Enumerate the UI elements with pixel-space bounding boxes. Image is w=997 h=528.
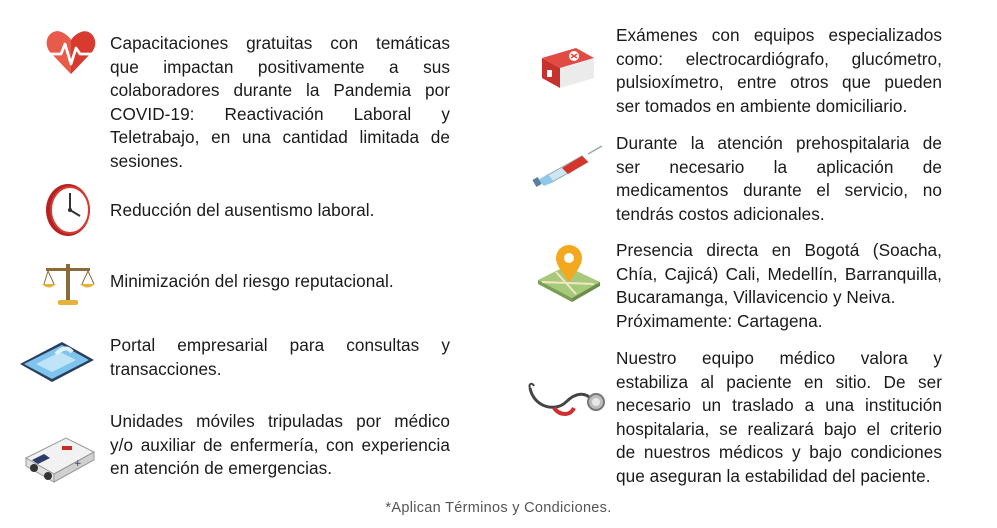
text-line: hospitalaria, se realizará bajo el criterio (616, 418, 942, 439)
text-line: ser tomados en ambiente domiciliario. (616, 95, 908, 116)
text-line: Minimización del riesgo reputacional. (110, 271, 394, 291)
text-line: estabiliza al paciente en sitio. De ser (616, 371, 942, 392)
benefit-text-portal (110, 334, 450, 381)
ambulance-icon (22, 430, 98, 486)
text-line: Bucaramanga, Villavicencio y Neiva. (616, 287, 896, 308)
text-line: Unidades móviles tripuladas por médico (110, 411, 450, 431)
map-pin-icon (536, 244, 602, 302)
heart-pulse-icon (44, 26, 98, 80)
syringe-icon (532, 142, 604, 188)
benefit-text-ambulance (110, 410, 450, 481)
text-line: transacciones. (110, 358, 222, 379)
benefit-text-absenteeism (110, 199, 450, 223)
text-line: Teletrabajo, en una cantidad limitada de (110, 127, 450, 148)
text-line: Portal empresarial para consultas y (110, 335, 450, 355)
text-line: Chía, Cajicá) Cali, Medellín, Barranquilla, (616, 263, 942, 284)
text-line: Próximamente: Cartagena. (616, 310, 823, 331)
text-line: Presencia directa en Bogotá (Soacha, (616, 240, 942, 260)
text-line: sesiones. (110, 150, 184, 171)
text-line: Nuestro equipo médico valora y (616, 348, 942, 368)
text-line: y/o auxiliar de enfermería, con experiencia (110, 434, 450, 455)
text-line: Capacitaciones gratuitas con temáticas (110, 33, 450, 53)
first-aid-kit-icon (536, 44, 600, 92)
svg-text:+: + (74, 459, 82, 469)
scale-icon (40, 258, 96, 308)
text-line: de nuestros médicos y bajo condiciones (616, 442, 942, 463)
benefit-text-presence (616, 239, 942, 333)
text-line: tendrás costos adicionales. (616, 203, 825, 224)
text-line: como: electrocardiógrafo, glucómetro, (616, 48, 942, 69)
text-line: que impactan positivamente a sus (110, 56, 450, 77)
text-line: necesario un traslado a una institución (616, 395, 942, 416)
stethoscope-icon (526, 378, 606, 420)
text-line: ser necesario la aplicación de (616, 156, 942, 177)
text-line: en atención de emergencias. (110, 458, 333, 479)
clock-icon (40, 180, 96, 240)
text-line: que aseguran la estabilidad del paciente. (616, 465, 931, 486)
tablet-icon (16, 334, 96, 386)
benefit-text-stabilization (616, 347, 942, 489)
text-line: medicamentos durante el servicio, no (616, 180, 942, 201)
benefit-text-exams (616, 24, 942, 118)
text-line: Durante la atención prehospitalaria de (616, 133, 942, 153)
benefit-text-reputation (110, 270, 450, 294)
text-line: COVID-19: Reactivación Laboral y (110, 103, 450, 124)
text-line: Exámenes con equipos especializados (616, 25, 942, 45)
benefit-text-medication (616, 132, 942, 226)
text-line: pulsioxímetro, entre otros que pueden (616, 72, 942, 93)
text-line: colaboradores durante la Pandemia por (110, 80, 450, 101)
terms-footnote: *Aplican Términos y Condiciones. (385, 500, 612, 516)
benefit-text-training (110, 32, 450, 174)
text-line: Reducción del ausentismo laboral. (110, 200, 375, 220)
